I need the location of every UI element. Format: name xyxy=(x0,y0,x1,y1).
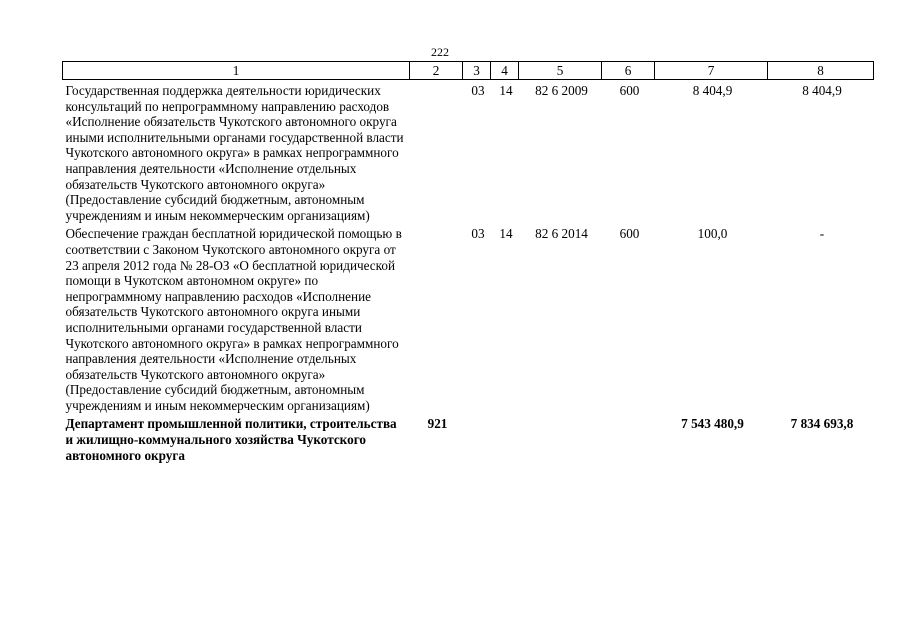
budget-table xyxy=(62,61,874,463)
row-target: 82 6 2009 xyxy=(535,83,588,98)
row-name: Государственная поддержка деятельности юридических консультаций по непрограммному направлению расходов «Исполнение обязательств Чукотского автономного округа иными исполнительными органами государственной власти Чукотского автономного округа» в рамках непрограммного направления деятельности «Исполнение отдельных обязательств Чукотского автономного округа» (Предоставление субсидий бюджетным, автономным учреждениям и иным некоммерческим организациям) xyxy=(65,83,404,223)
row-amount-year1: 8 404,9 xyxy=(692,83,733,98)
header-col-8: 8 xyxy=(768,62,874,80)
row-subsection xyxy=(491,413,519,463)
row-section: 03 xyxy=(471,83,485,98)
row-section xyxy=(463,413,491,463)
header-col-7: 7 xyxy=(655,62,768,80)
page-number: 222 xyxy=(431,45,449,59)
row-amount-year1: 7 543 480,9 xyxy=(681,416,744,432)
row-target xyxy=(519,413,602,463)
row-ministry xyxy=(410,80,463,224)
row-amount-year2: - xyxy=(819,226,825,242)
header-row xyxy=(63,62,874,80)
row-name: Обеспечение граждан бесплатной юридической помощью в соответствии с Законом Чукотского автономного округа от 23 апреля 2012 года № 28-ОЗ «О бесплатной юридической помощи в Чукотском автономном округе» по непрограммному направлению расходов «Исполнение обязательств Чукотского автономного округа иными исполнительными органами государственной власти Чукотского автономного округа» в рамках непрограммного направления деятельности «Исполнение отдельных обязательств Чукотского автономного округа» (Предоставление субсидий бюджетным, автономным учреждениям и иным некоммерческим организациям) xyxy=(65,226,402,413)
table-row xyxy=(63,80,874,224)
row-name: Департамент промышленной политики, строительства и жилищно-коммунального хозяйства Чукотского автономного округа xyxy=(65,416,397,463)
table-row xyxy=(63,413,874,463)
header-col-3: 3 xyxy=(463,62,491,80)
header-col-2: 2 xyxy=(410,62,463,80)
row-amount-year2: 7 834 693,8 xyxy=(790,416,854,432)
row-expense-type: 600 xyxy=(619,83,640,98)
row-ministry xyxy=(410,223,463,413)
header-col-6: 6 xyxy=(602,62,655,80)
header-col-5: 5 xyxy=(519,62,602,80)
row-subsection: 14 xyxy=(499,226,513,242)
row-expense-type: 600 xyxy=(619,226,640,242)
row-amount-year2: 8 404,9 xyxy=(802,83,842,98)
table-row xyxy=(63,223,874,413)
header-col-4: 4 xyxy=(491,62,519,80)
row-ministry: 921 xyxy=(427,416,448,432)
row-expense-type xyxy=(602,413,655,463)
row-target: 82 6 2014 xyxy=(535,226,588,242)
header-col-1: 1 xyxy=(63,62,410,80)
row-amount-year1: 100,0 xyxy=(697,226,728,242)
row-subsection: 14 xyxy=(499,83,513,98)
row-section: 03 xyxy=(471,226,485,242)
